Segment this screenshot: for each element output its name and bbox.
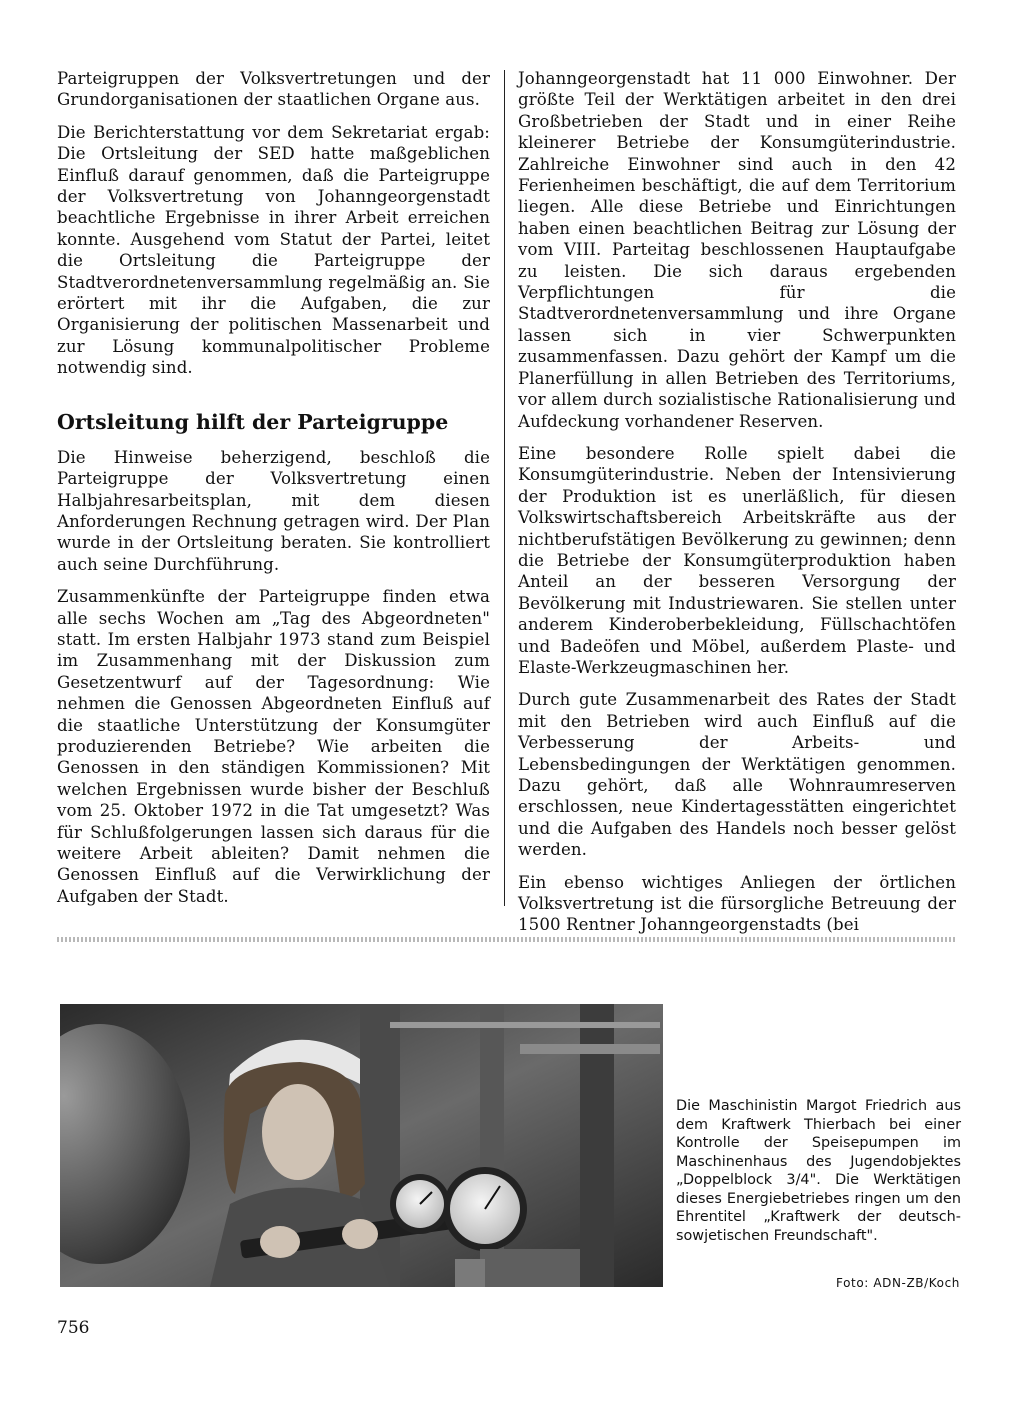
- right-column: [518, 68, 956, 947]
- right-paragraph-4: Ein ebenso wichtiges Anliegen der örtlichen Volksvertretung ist die fürsorgliche Betreuung der 1500 Rentner Johanngeorgenstadts (bei: [518, 872, 956, 935]
- photo-credit: Foto: ADN-ZB/Koch: [836, 1276, 960, 1290]
- left-paragraph-3: Die Hinweise beherzigend, beschloß die Parteigruppe der Volksvertretung einen Halbjahresarbeitsplan, mit dem diesen Anforderungen Rechnung getragen wird. Der Plan wurde in der Ortsleitung beraten. Sie kontrolliert auch seine Durchführung.: [57, 447, 490, 574]
- right-paragraph-1: Johanngeorgenstadt hat 11 000 Einwohner. Der größte Teil der Werktätigen arbeitet in den drei Großbetrieben der Stadt und in einer Reihe kleinerer Betriebe der Konsumgüterindustrie. Zahlreiche Einwohner sind auch in den 42 Ferienheimen beschäftigt, die auf dem Territorium liegen. Alle diese Betriebe und Einrichtungen haben einen beachtlichen Beitrag zur Lösung der vom VIII. Parteitag beschlossenen Hauptaufgabe zu leisten. Die sich daraus ergebenden Verpflichtungen für die Stadtverordnetenversammlung und ihre Organe lassen sich in vier Schwerpunkten zusammenfassen. Dazu gehört der Kampf um die Planerfüllung in allen Betrieben des Territoriums, vor allem durch sozialistische Rationalisierung und Aufdeckung vorhandener Reserven.: [518, 69, 956, 431]
- left-column: [57, 68, 490, 918]
- left-paragraph-2: Die Berichterstattung vor dem Sekretariat ergab: Die Ortsleitung der SED hatte maßgeblichen Einfluß darauf genommen, daß die Parteigruppe der Volksvertretung von Johanngeorgenstadt beachtliche Ergebnisse in ihrer Arbeit erreichen konnte. Ausgehend vom Statut der Partei, leitet die Ortsleitung die Parteigruppe der Stadtverordnetenversammlung regelmäßig an. Sie erörtert mit ihr die Aufgaben, die zur Organisierung der politischen Massenarbeit und zur Lösung kommunalpolitischer Probleme notwendig sind.: [57, 122, 490, 378]
- right-paragraph-2: Eine besondere Rolle spielt dabei die Konsumgüterindustrie. Neben der Intensivierung der Produktion ist es unerläßlich, für diesen Volkswirtschaftsbereich Arbeitskräfte aus der nichtberufstätigen Bevölkerung zu gewinnen; denn die Betriebe der Konsumgüterproduktion haben Anteil an der besseren Versorgung der Bevölkerung mit Industriewaren. Sie stellen unter anderem Kinderoberbekleidung, Füllschachtöfen und Badeöfen und Möbel, außerdem Plaste- und Elaste-Werkzeugmaschinen her.: [518, 443, 956, 677]
- section-heading: Ortsleitung hilft der Parteigruppe: [57, 409, 449, 434]
- page-number: 756: [57, 1318, 90, 1338]
- left-paragraph-4: Zusammenkünfte der Parteigruppe finden etwa alle sechs Wochen am „Tag des Abgeordneten" statt. Im ersten Halbjahr 1973 stand zum Beispiel im Zusammenhang mit der Diskussion zum Gesetzentwurf auf der Tagesordnung: Wie nehmen die Genossen Abgeordneten Einfluß auf die staatliche Unterstützung der Konsumgüter produzierenden Betriebe? Wie arbeiten die Genossen in den ständigen Kommissionen? Mit welchen Ergebnissen wurde bisher der Beschluß vom 25. Oktober 1972 in die Tat umgesetzt? Was für Schlußfolgerungen lassen sich daraus für die weitere Arbeit ableiten? Damit nehmen die Genossen Einfluß auf die Verwirklichung der Aufgaben der Stadt.: [57, 587, 490, 906]
- photo-machinist: [60, 1004, 663, 1287]
- section-separator: [57, 937, 957, 942]
- left-paragraph-1: Parteigruppen der Volksvertretungen und der Grundorganisationen der staatlichen Organe aus.: [57, 69, 490, 110]
- right-paragraph-3: Durch gute Zusammenarbeit des Rates der Stadt mit den Betrieben wird auch Einfluß auf die Verbesserung der Arbeits- und Lebensbedingungen der Werktätigen genommen. Dazu gehört, daß alle Wohnraumreserven erschlossen, neue Kindertagesstätten eingerichtet und die Aufgaben des Handels noch besser gelöst werden.: [518, 690, 956, 860]
- photo-caption: Die Maschinistin Margot Friedrich aus dem Kraftwerk Thierbach bei einer Kontrolle der Speisepumpen im Maschinenhaus des Jugendobjektes „Doppelblock 3/4". Die Werktätigen dieses Energiebetriebes ringen um den Ehrentitel „Kraftwerk der deutsch-sowjetischen Freundschaft".: [676, 1098, 961, 1244]
- column-divider: [504, 70, 505, 906]
